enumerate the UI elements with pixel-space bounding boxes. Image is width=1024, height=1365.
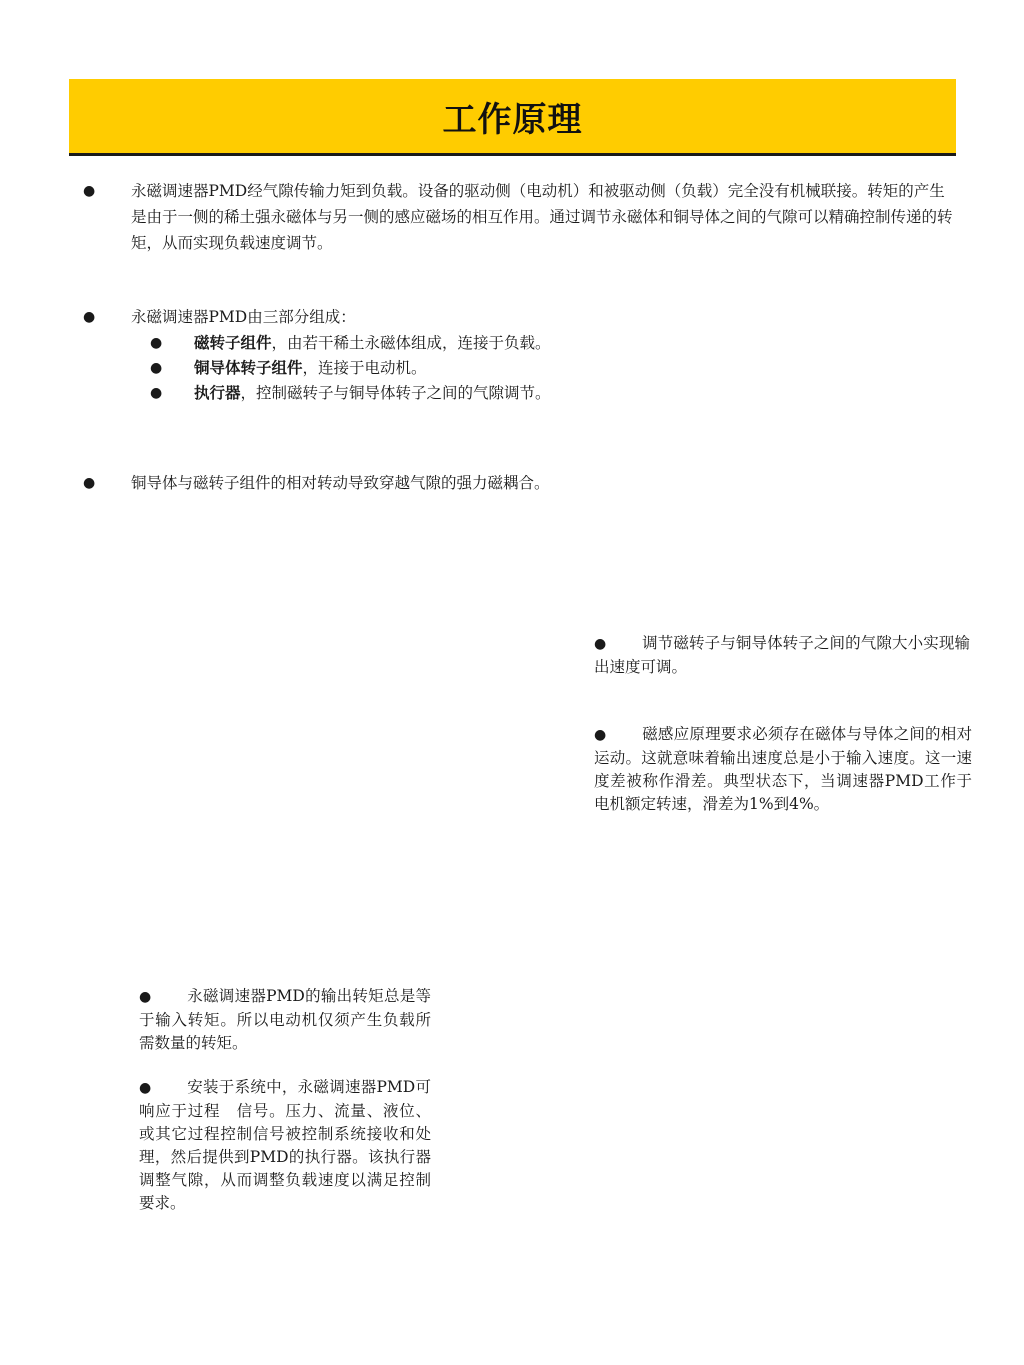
- intro-bullet: [83, 178, 953, 256]
- components-heading: 永磁调速器PMD由三部分组成：: [131, 308, 356, 326]
- right-note-text: 调节磁转子与铜导体转子之间的气隙大小实现输出速度可调。: [594, 634, 970, 676]
- page-title: 工作原理: [442, 99, 583, 140]
- left-note-text: 永磁调速器PMD的输出转矩总是等于输入转矩。所以电动机仅须产生负载所需数量的转矩。: [139, 987, 431, 1052]
- component-desc: ，控制磁转子与铜导体转子之间的气隙调节。: [240, 384, 551, 402]
- component-item: [150, 356, 850, 381]
- component-item: [150, 331, 850, 356]
- bullet-dot-icon: ●: [594, 636, 607, 652]
- coupling-text: 铜导体与磁转子组件的相对转动导致穿越气隙的强力磁耦合。: [131, 474, 550, 492]
- bullet-dot-icon: ●: [83, 475, 96, 491]
- right-note-text: 磁感应原理要求必须存在磁体与导体之间的相对运动。这就意味着输出速度总是小于输入速度。这一速度差被称作滑差。典型状态下，当调速器PMD工作于电机额定转速，滑差为1%到4%。: [594, 725, 972, 813]
- title-banner: [69, 79, 956, 156]
- component-item: [150, 381, 850, 406]
- component-term: 磁转子组件: [194, 334, 272, 352]
- bullet-dot-icon: ●: [594, 727, 607, 743]
- coupling-bullet: [83, 467, 618, 499]
- intro-text: 永磁调速器PMD经气隙传输力矩到负载。设备的驱动侧（电动机）和被驱动侧（负载）完全没有机械联接。转矩的产生是由于一侧的稀土强永磁体与另一侧的感应磁场的相互作用。通过调节永磁体和铜导体之间的气隙可以精确控制传递的转矩，从而实现负载速度调节。: [131, 182, 953, 252]
- bullet-dot-icon: ●: [139, 989, 152, 1005]
- bullet-dot-icon: ●: [83, 309, 96, 325]
- component-term: 铜导体转子组件: [194, 359, 303, 377]
- left-note: [139, 985, 431, 1055]
- right-note: [594, 723, 972, 816]
- right-note: [594, 632, 970, 679]
- components-bullet: [83, 304, 953, 330]
- bullet-dot-icon: ●: [150, 335, 163, 351]
- left-note: [139, 1076, 431, 1215]
- component-desc: ，由若干稀土永磁体组成，连接于负载。: [271, 334, 551, 352]
- component-term: 执行器: [194, 384, 241, 402]
- bullet-dot-icon: ●: [139, 1080, 152, 1096]
- bullet-dot-icon: ●: [83, 183, 96, 199]
- component-desc: ，连接于电动机。: [302, 359, 427, 377]
- left-note-text: 安装于系统中，永磁调速器PMD可响应于过程 信号。压力、流量、液位、或其它过程控制信号被控制系统接收和处理，然后提供到PMD的执行器。该执行器调整气隙，从而调整负载速度以满足控制要求。: [139, 1078, 431, 1212]
- bullet-dot-icon: ●: [150, 360, 163, 376]
- bullet-dot-icon: ●: [150, 385, 163, 401]
